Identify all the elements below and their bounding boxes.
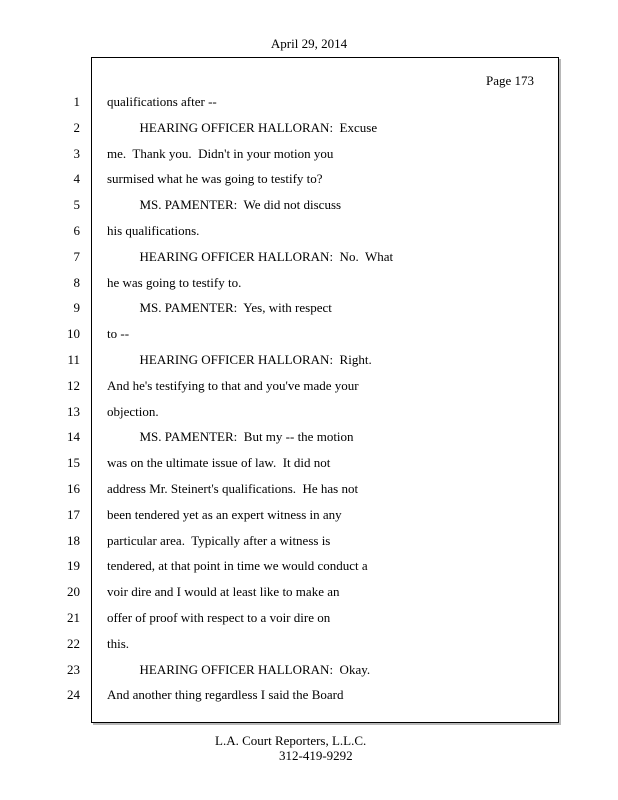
line-number: 9 xyxy=(73,300,80,316)
transcript-line: HEARING OFFICER HALLORAN: Right. xyxy=(107,351,372,367)
transcript-text xyxy=(107,94,547,713)
transcript-line: HEARING OFFICER HALLORAN: No. What xyxy=(107,248,394,264)
line-number: 24 xyxy=(67,687,80,703)
page-number: Page 173 xyxy=(485,73,534,88)
line-number: 11 xyxy=(67,351,80,367)
transcript-line: to -- xyxy=(107,326,130,342)
transcript-line: voir dire and I would at least like to make an xyxy=(107,584,340,600)
line-number: 15 xyxy=(67,455,80,471)
line-number: 10 xyxy=(67,326,80,342)
transcript-date: April 29, 2014 xyxy=(270,36,348,51)
transcript-line: his qualifications. xyxy=(107,222,200,238)
transcript-line: objection. xyxy=(107,403,159,419)
line-number: 6 xyxy=(73,222,80,238)
transcript-line: was on the ultimate issue of law. It did not xyxy=(107,455,331,471)
transcript-line: MS. PAMENTER: But my -- the motion xyxy=(107,429,354,445)
transcript-line: And another thing regardless I said the Board xyxy=(107,687,344,703)
transcript-line: surmised what he was going to testify to? xyxy=(107,171,323,187)
line-number: 14 xyxy=(67,429,80,445)
line-number: 12 xyxy=(67,377,80,393)
transcript-line: been tendered yet as an expert witness in any xyxy=(107,506,342,522)
line-number: 17 xyxy=(67,506,80,522)
line-number: 7 xyxy=(73,248,80,264)
transcript-line: HEARING OFFICER HALLORAN: Excuse xyxy=(107,119,378,135)
footer-company-name: L.A. Court Reporters, L.L.C. xyxy=(215,733,367,748)
line-number: 18 xyxy=(67,532,80,548)
transcript-line: this. xyxy=(107,635,130,651)
transcript-line: MS. PAMENTER: We did not discuss xyxy=(107,197,342,213)
transcript-line: And he's testifying to that and you've made your xyxy=(107,377,359,393)
line-number: 20 xyxy=(67,584,80,600)
line-number: 21 xyxy=(67,609,80,625)
line-number: 3 xyxy=(73,145,80,161)
line-number: 1 xyxy=(73,94,80,109)
transcript-line: qualifications after -- xyxy=(107,94,217,109)
line-number: 2 xyxy=(73,119,80,135)
line-number: 22 xyxy=(67,635,80,651)
line-number: 19 xyxy=(67,558,80,574)
footer-phone: 312-419-9292 xyxy=(279,748,353,763)
line-number-column xyxy=(50,94,80,713)
transcript-line: MS. PAMENTER: Yes, with respect xyxy=(107,300,332,316)
transcript-line: offer of proof with respect to a voir dire on xyxy=(107,609,331,625)
transcript-line: address Mr. Steinert's qualifications. He has not xyxy=(107,480,359,496)
line-number: 13 xyxy=(67,403,80,419)
line-number: 16 xyxy=(67,480,80,496)
line-number: 23 xyxy=(67,661,80,677)
transcript-line: tendered, at that point in time we would conduct a xyxy=(107,558,368,574)
line-number: 4 xyxy=(73,171,80,187)
transcript-line: HEARING OFFICER HALLORAN: Okay. xyxy=(107,661,371,677)
transcript-line: me. Thank you. Didn't in your motion you xyxy=(107,145,334,161)
line-number: 8 xyxy=(73,274,80,290)
transcript-line: particular area. Typically after a witness is xyxy=(107,532,331,548)
line-number: 5 xyxy=(73,197,80,213)
transcript-line: he was going to testify to. xyxy=(107,274,242,290)
